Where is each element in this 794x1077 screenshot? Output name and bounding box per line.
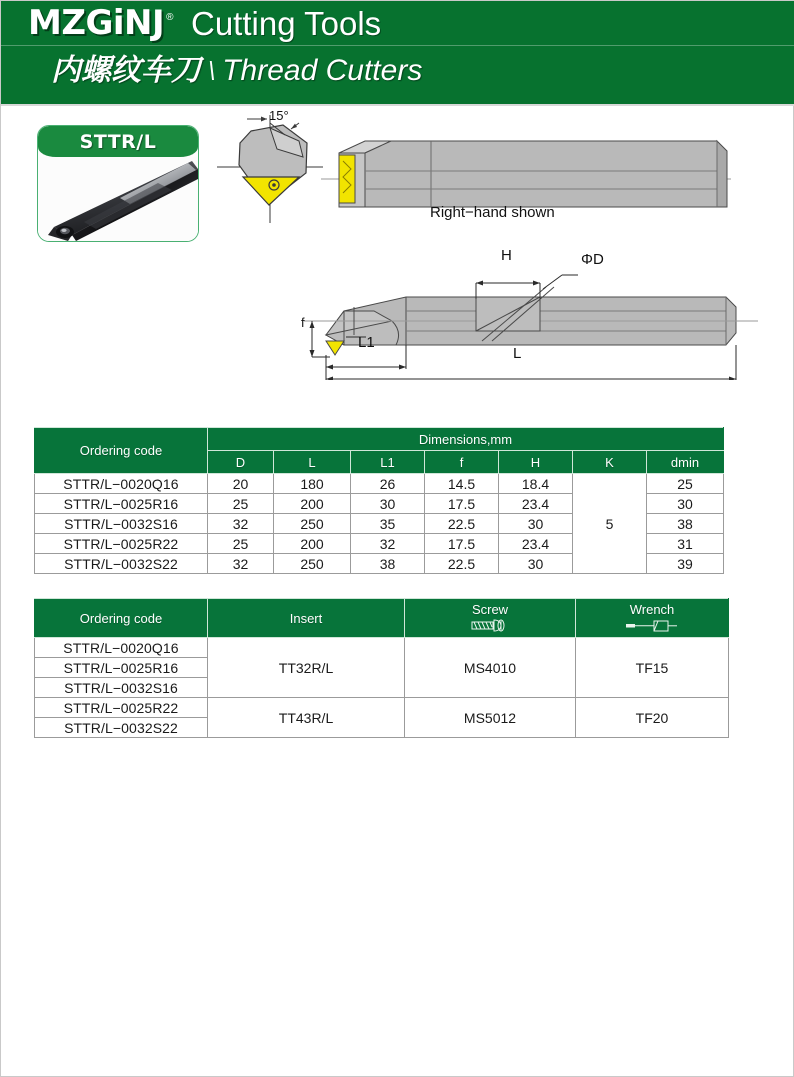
right-hand-note: Right−hand shown (430, 204, 555, 221)
accessory-header-screw-label: Screw (471, 602, 509, 617)
accessory-header-wrench (576, 599, 729, 638)
header-col-dmin: dmin (647, 451, 724, 474)
cell-dmin: 38 (647, 514, 724, 534)
cell-ordering-code: STTR/L−0025R22 (35, 698, 208, 718)
cell-d: 32 (208, 514, 274, 534)
cell-l1: 30 (351, 494, 425, 514)
brand-logo (28, 3, 174, 43)
cell-ordering-code: STTR/L−0025R22 (35, 534, 208, 554)
registered-trademark-icon: ® (166, 12, 174, 23)
cell-l1: 35 (351, 514, 425, 534)
specification-table-head (35, 428, 724, 474)
cell-ordering-code: STTR/L−0025R16 (35, 658, 208, 678)
header-col-k: K (573, 451, 647, 474)
dimension-label-l1: L1 (358, 334, 375, 351)
cell-f: 17.5 (425, 534, 499, 554)
cell-l1: 38 (351, 554, 425, 574)
specification-table (34, 427, 724, 574)
cell-dmin: 31 (647, 534, 724, 554)
cell-insert: TT32R/L (208, 638, 405, 698)
accessory-table-head (35, 599, 729, 638)
header-col-d: D (208, 451, 274, 474)
page-header-banner (1, 1, 794, 104)
cell-ordering-code: STTR/L−0032S16 (35, 678, 208, 698)
header-col-h: H (499, 451, 573, 474)
cell-h: 18.4 (499, 474, 573, 494)
cell-dmin: 25 (647, 474, 724, 494)
cell-l1: 32 (351, 534, 425, 554)
cell-ordering-code: STTR/L−0032S16 (35, 514, 208, 534)
cell-l: 180 (274, 474, 351, 494)
specification-table-body (35, 474, 724, 574)
cell-h: 30 (499, 514, 573, 534)
accessory-header-screw (405, 599, 576, 638)
cell-wrench: TF20 (576, 698, 729, 738)
table-row (35, 698, 729, 718)
technical-drawings (1, 105, 794, 405)
cell-insert: TT43R/L (208, 698, 405, 738)
cell-l: 250 (274, 554, 351, 574)
cell-dmin: 30 (647, 494, 724, 514)
cell-l: 200 (274, 534, 351, 554)
accessory-header-insert: Insert (208, 599, 405, 638)
header-dimensions-group: Dimensions,mm (208, 428, 724, 451)
header-ordering-code: Ordering code (35, 428, 208, 474)
cell-d: 25 (208, 494, 274, 514)
insert-angle-label: 15° (269, 109, 289, 123)
cell-f: 17.5 (425, 494, 499, 514)
header-col-l: L (274, 451, 351, 474)
table-row (35, 638, 729, 658)
accessory-header-ordering-code: Ordering code (35, 599, 208, 638)
cell-ordering-code: STTR/L−0032S22 (35, 718, 208, 738)
cell-screw: MS4010 (405, 638, 576, 698)
banner-subtitle-english: Thread Cutters (222, 54, 423, 87)
cell-dmin: 39 (647, 554, 724, 574)
cell-l1: 26 (351, 474, 425, 494)
dimension-label-h: H (501, 247, 512, 264)
cell-d: 20 (208, 474, 274, 494)
insert-seat-cross-section-drawing (211, 109, 331, 229)
brand-logo-text: MZGiNJ (28, 3, 165, 43)
accessory-header-wrench-label: Wrench (629, 602, 675, 617)
cell-ordering-code: STTR/L−0020Q16 (35, 474, 208, 494)
banner-subtitle (51, 51, 422, 91)
banner-title: Cutting Tools (191, 5, 382, 42)
cell-ordering-code: STTR/L−0020Q16 (35, 638, 208, 658)
dimension-label-phi-d: ΦD (581, 251, 604, 268)
header-col-l1: L1 (351, 451, 425, 474)
accessory-header-row (35, 599, 729, 638)
cell-d: 25 (208, 534, 274, 554)
cell-d: 32 (208, 554, 274, 574)
cell-screw: MS5012 (405, 698, 576, 738)
specification-header-row-1 (35, 428, 724, 451)
screw-icon (468, 618, 512, 633)
cell-h: 23.4 (499, 534, 573, 554)
table-row (35, 474, 724, 494)
dimension-label-f: f (301, 315, 305, 330)
cell-f: 22.5 (425, 514, 499, 534)
cell-l: 250 (274, 514, 351, 534)
cell-h: 23.4 (499, 494, 573, 514)
cell-l: 200 (274, 494, 351, 514)
side-dimensioned-view-drawing (296, 245, 766, 380)
product-series-label: STTR/L (79, 130, 157, 153)
dimension-label-l: L (513, 345, 522, 362)
accessory-table (34, 598, 729, 738)
banner-subtitle-separator: \ (208, 55, 216, 86)
cell-k: 5 (573, 474, 647, 574)
wrench-icon (624, 618, 680, 633)
header-col-f: f (425, 451, 499, 474)
cell-h: 30 (499, 554, 573, 574)
banner-subtitle-chinese: 内螺纹车刀 (51, 53, 201, 88)
cell-f: 22.5 (425, 554, 499, 574)
cell-wrench: TF15 (576, 638, 729, 698)
accessory-table-body (35, 638, 729, 738)
banner-divider (1, 45, 794, 46)
cell-ordering-code: STTR/L−0025R16 (35, 494, 208, 514)
cell-ordering-code: STTR/L−0032S22 (35, 554, 208, 574)
cell-f: 14.5 (425, 474, 499, 494)
